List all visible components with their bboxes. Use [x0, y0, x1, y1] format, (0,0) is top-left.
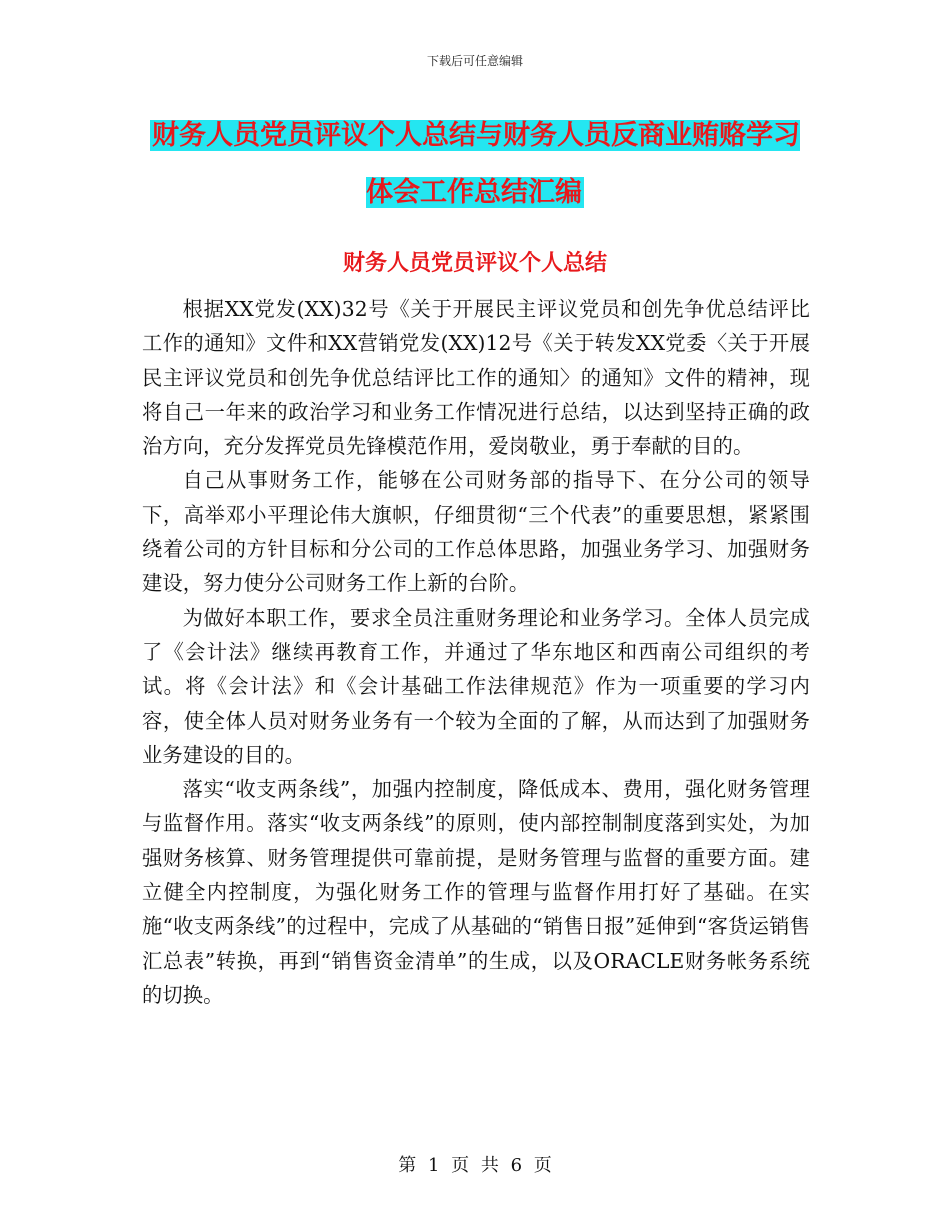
document-body [142, 292, 810, 1012]
header-note: 下载后可任意编辑 [426, 54, 523, 68]
paragraph-1: 根据XX党发(XX)32号《关于开展民主评议党员和创先争优总结评比工作的通知》文件和XX营销党发(XX)12号《关于转发XX党委〈关于开展民主评议党员和创先争优总结评比工作的通知〉的通知》文件的精神，现将自己一年来的政治学习和业务工作情况进行总结，以达到坚持正确的政治方向，充分发挥党员先锋模范作用，爱岗敬业，勇于奉献的目的。 [142, 297, 810, 459]
paragraph-3: 为做好本职工作，要求全员注重财务理论和业务学习。全体人员完成了《会计法》继续再教育工作，并通过了华东地区和西南公司组织的考试。将《会计法》和《会计基础工作法律规范》作为一项重要的学习内容，使全体人员对财务业务有一个较为全面的了解，从而达到了加强财务业务建设的目的。 [142, 605, 810, 767]
paragraph-2: 自己从事财务工作，能够在公司财务部的指导下、在分公司的领导下，高举邓小平理论伟大旗帜，仔细贯彻“三个代表”的重要思想，紧紧围绕着公司的方针目标和分公司的工作总体思路，加强业务学习、加强财务建设，努力使分公司财务工作上新的台阶。 [142, 468, 810, 596]
paragraph-4: 落实“收支两条线”，加强内控制度，降低成本、费用，强化财务管理与监督作用。落实“收支两条线”的原则，使内部控制制度落到实处，为加强财务核算、财务管理提供可靠前提，是财务管理与监督的重要方面。建立健全内控制度，为强化财务工作的管理与监督作用打好了基础。在实施“收支两条线”的过程中，完成了从基础的“销售日报”延伸到“客货运销售汇总表”转换，再到“销售资金清单”的生成，以及ORACLE财务帐务系统的切换。 [142, 777, 810, 1007]
document-title [140, 107, 810, 221]
page-number: 第 1 页 共 6 页 [398, 1155, 552, 1176]
section-title: 财务人员党员评议个人总结 [342, 251, 607, 276]
document-title-text: 财务人员党员评议个人总结与财务人员反商业贿赂学习体会工作总结汇编 [152, 120, 800, 208]
